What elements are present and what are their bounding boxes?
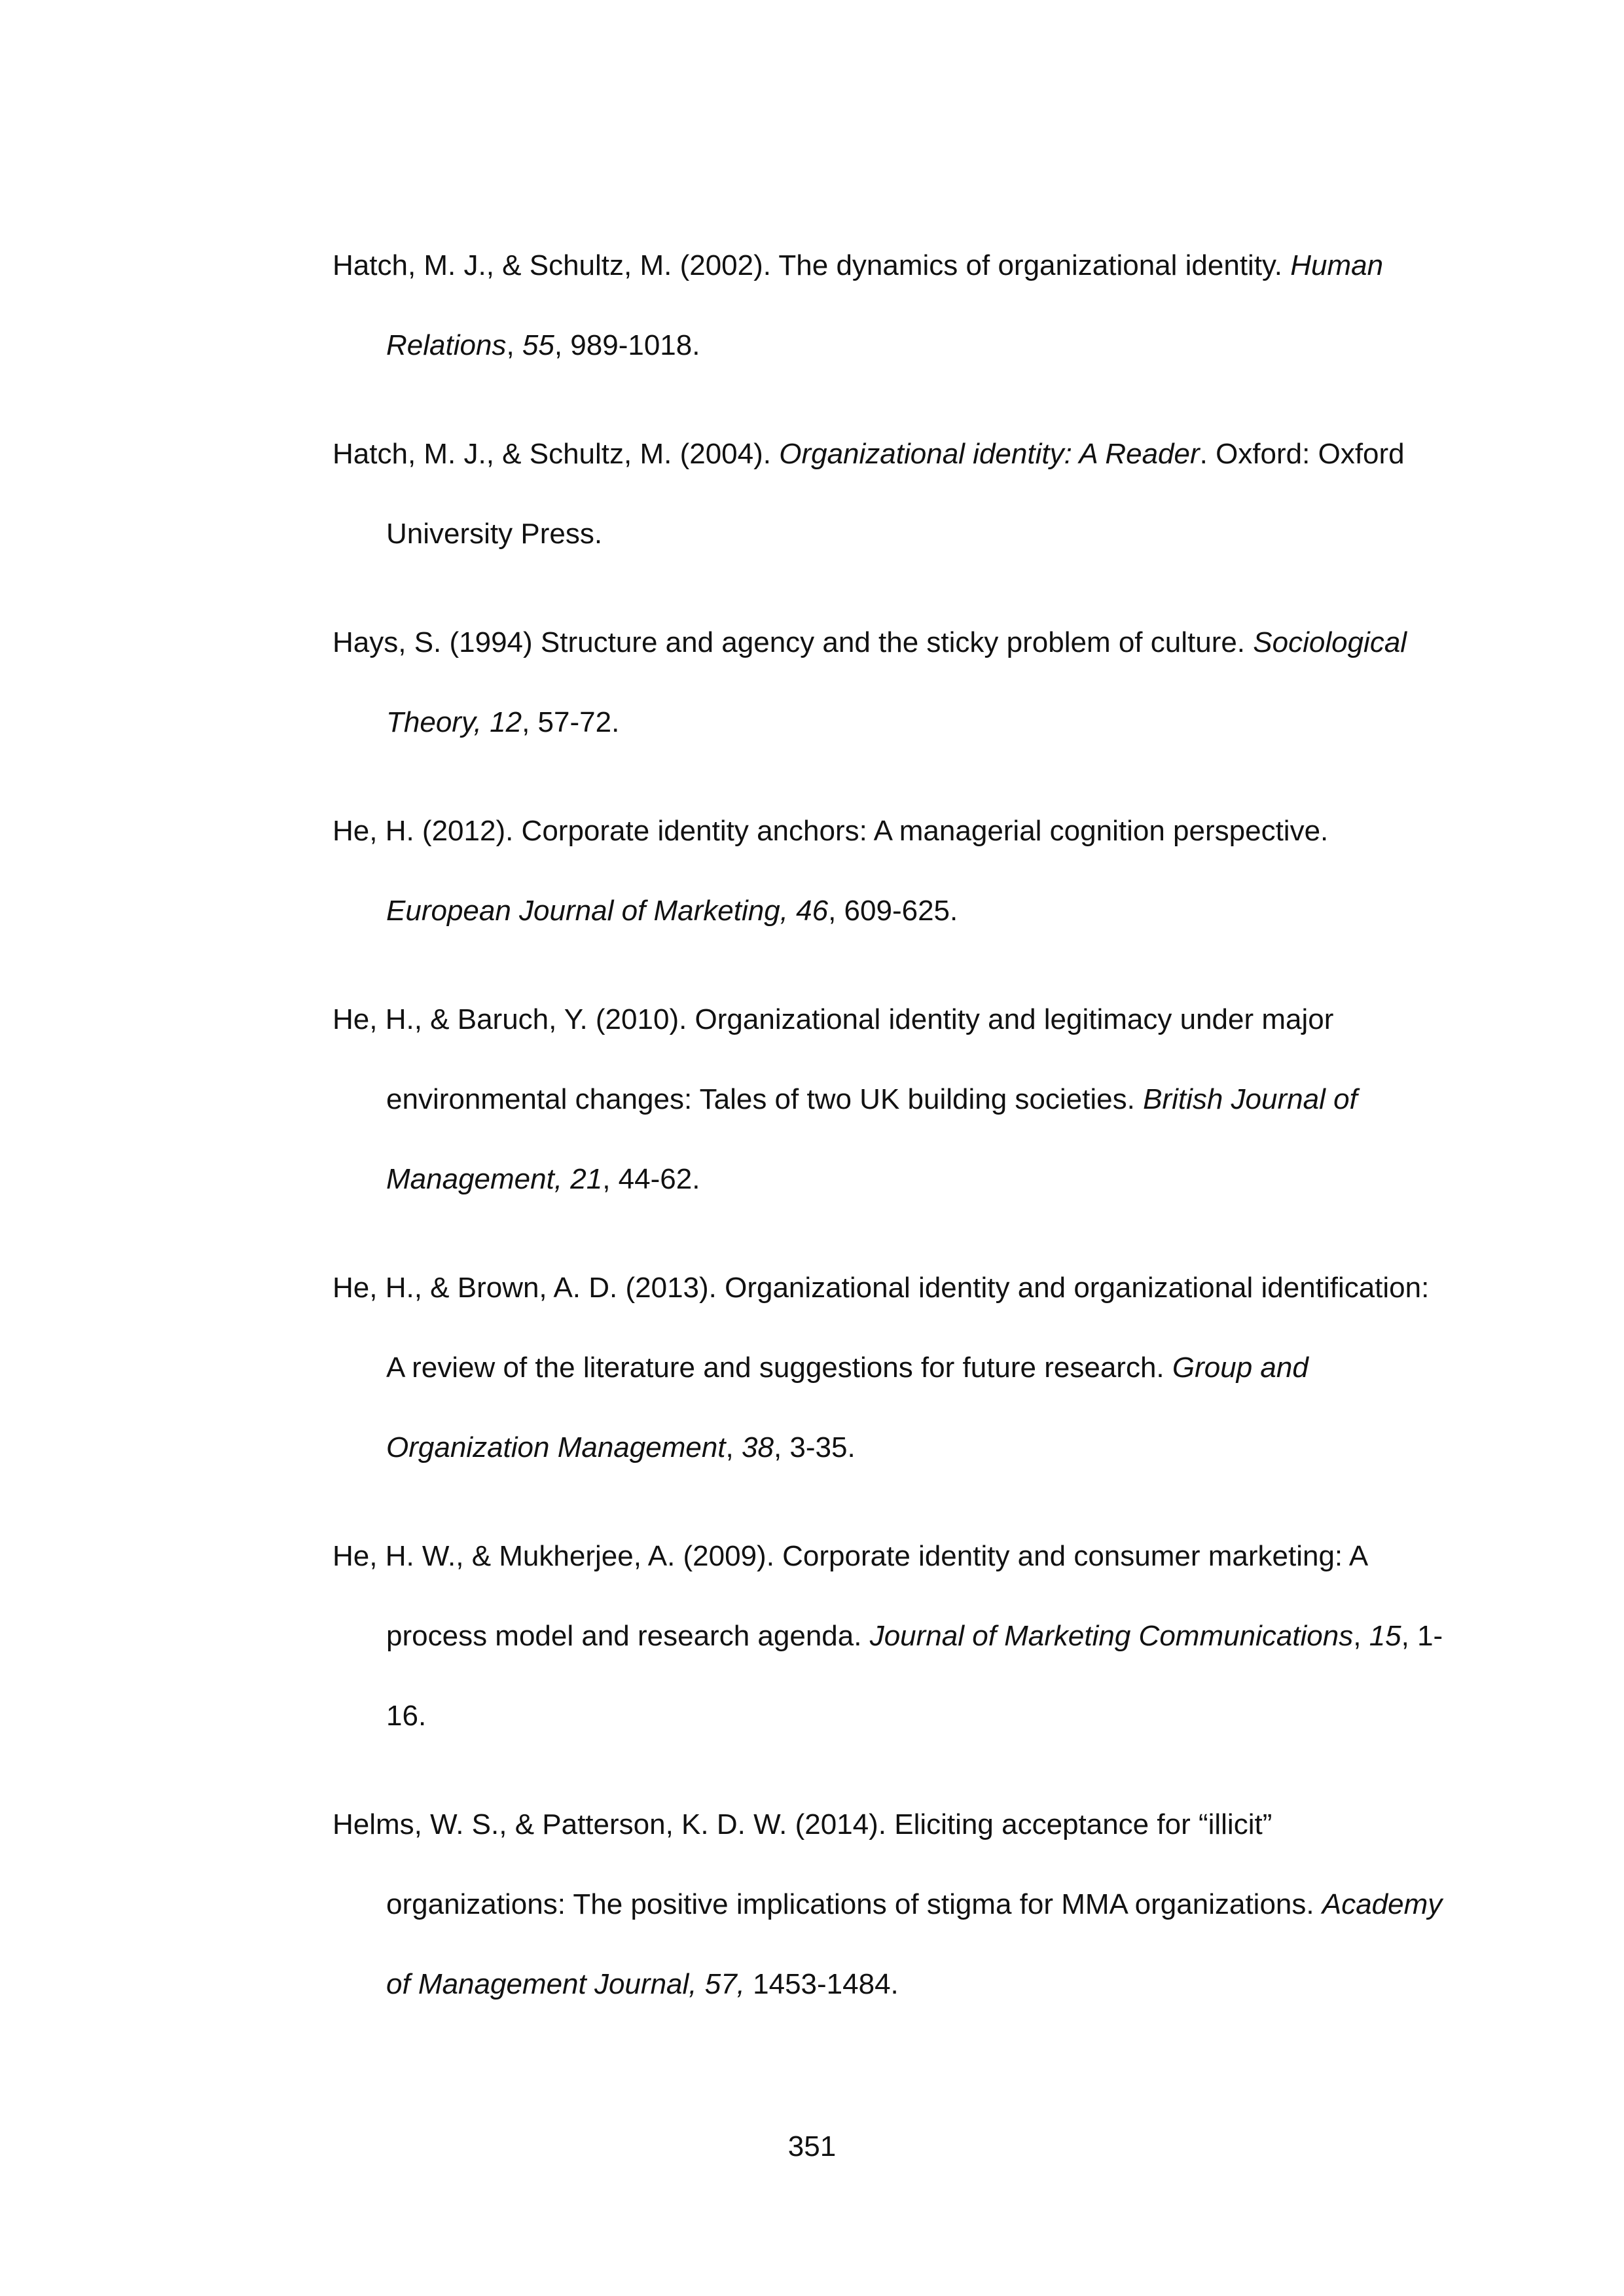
reference-italic-text: European Journal of Marketing, 46 [386,895,829,927]
reference-text: , 44-62. [602,1163,700,1195]
reference-entry [333,1516,1445,1756]
reference-text: , [725,1431,742,1463]
reference-text: , 1-16. [386,1620,1443,1732]
reference-entry [333,1248,1445,1488]
reference-italic-text: Group and Organization Management [386,1352,1308,1463]
reference-text: , 609-625. [828,895,958,927]
reference-italic-text: 38 [741,1431,774,1463]
reference-entry [333,226,1445,386]
page-number: 351 [787,2130,837,2162]
reference-text: He, H., & Baruch, Y. (2010). Organizational identity and legitimacy under major environmental changes: Tales of two UK building societies. [333,1003,1334,1115]
reference-italic-text: Academy of Management Journal, 57, [386,1888,1443,2000]
reference-text: . Oxford: Oxford University Press. [386,438,1405,550]
reference-text: 1453-1484. [744,1968,899,2000]
reference-italic-text: British Journal of Management, 21 [386,1083,1358,1195]
reference-entry [333,791,1445,951]
reference-italic-text: Sociological Theory, 12 [386,626,1407,738]
reference-text: , [506,329,522,361]
reference-text: , 57-72. [522,706,620,738]
reference-entry [333,603,1445,762]
reference-text: , 3-35. [773,1431,856,1463]
reference-italic-text: Human Relations [386,249,1384,361]
reference-list [333,226,1445,2053]
reference-entry [333,980,1445,1219]
reference-text: Hatch, M. J., & Schultz, M. (2002). The dynamics of organizational identity. [333,249,1291,281]
reference-italic-text: 55 [522,329,554,361]
reference-text: He, H. W., & Mukherjee, A. (2009). Corporate identity and consumer marketing: A process model and research agenda. [333,1540,1367,1652]
reference-text: Helms, W. S., & Patterson, K. D. W. (2014). Eliciting acceptance for “illicit” organizations: The positive implications of stigma for MMA organizations. [333,1808,1322,1920]
reference-text: , 989-1018. [554,329,700,361]
reference-text: Hays, S. (1994) Structure and agency and the sticky problem of culture. [333,626,1254,658]
reference-text: He, H., & Brown, A. D. (2013). Organizational identity and organizational identification: A review of the literature and suggestions for future research. [333,1272,1430,1384]
reference-text: He, H. (2012). Corporate identity anchors: A managerial cognition perspective. [333,815,1329,847]
reference-italic-text: Journal of Marketing Communications [869,1620,1354,1652]
reference-italic-text: 15 [1369,1620,1401,1652]
reference-italic-text: Organizational identity: A Reader [779,438,1200,470]
reference-text: Hatch, M. J., & Schultz, M. (2004). [333,438,780,470]
reference-text: , [1353,1620,1369,1652]
reference-entry [333,1785,1445,2024]
reference-entry [333,414,1445,574]
